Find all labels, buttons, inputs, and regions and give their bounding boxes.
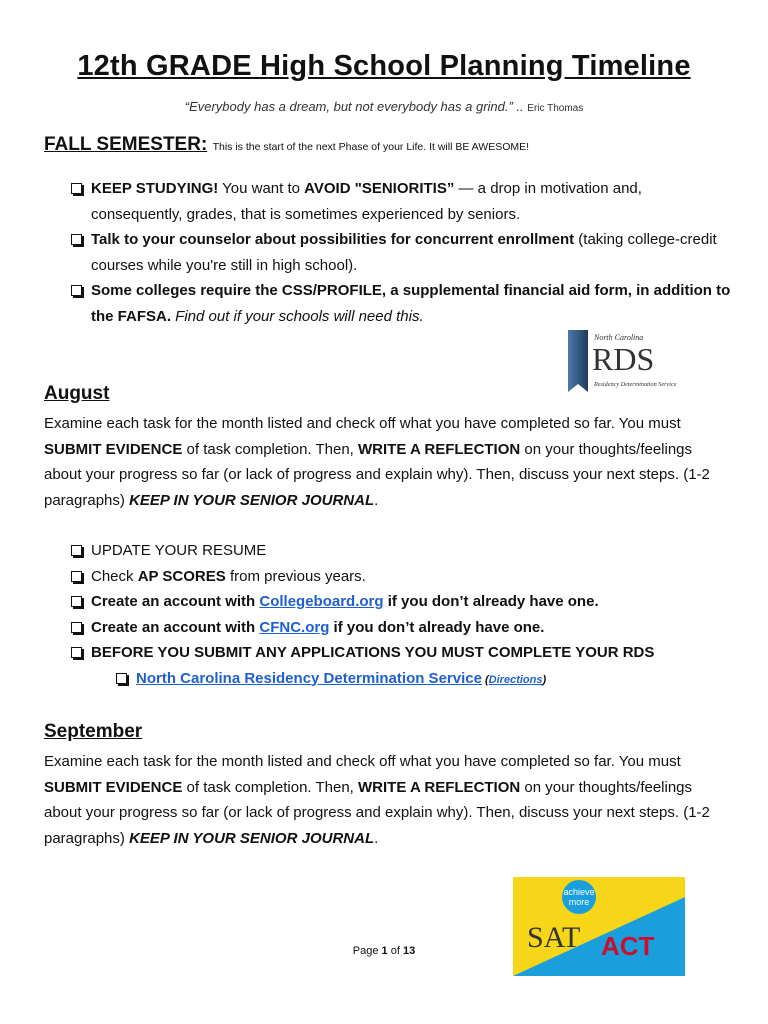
rds-directions-link[interactable]: Directions [488,673,543,686]
rds-top-text: North Carolina [594,333,644,342]
act-text: ACT [601,931,655,961]
item-bold-text: AVOID "SENIORITIS” [304,180,455,197]
august-checklist [71,538,731,693]
svg-text:more: more [568,897,590,907]
checklist-item: BEFORE YOU SUBMIT ANY APPLICATIONS YOU MUST COMPLETE YOUR RDS [71,640,731,666]
checklist-item [71,538,731,564]
rds-link[interactable]: North Carolina Residency Determination Service [136,669,482,687]
checkbox-icon[interactable] [71,647,82,658]
september-heading: September [44,721,143,742]
checklist-item: Create an account with Collegeboard.org if you don’t already have one. [71,589,731,615]
fall-semester-heading [44,134,529,156]
august-instructions: Examine each task for the month listed and check off what you have completed so far. You must SUBMIT EVIDENCE of task completion. Then, WRITE A REFLECTION on your thoughts/feelings about your progress so far (or lack of progress and explain why). Then, discuss your next steps. (1-2 paragraphs) KEEP IN YOUR SENIOR JOURNAL. [44,415,710,509]
quote-text: “Everybody has a dream, but not everybody has a grind.” .. [184,99,524,114]
checkbox-icon[interactable] [71,545,82,556]
checklist-item: Create an account with CFNC.org if you don’t already have one. [71,615,731,641]
sat-act-logo [513,877,685,976]
cfnc-link[interactable]: CFNC.org [259,618,330,636]
rds-logo [566,330,706,392]
checkbox-icon[interactable] [71,183,82,194]
item-bold-text: KEEP STUDYING! [91,180,219,197]
collegeboard-link[interactable]: Collegeboard.org [259,593,384,610]
svg-text:achieve: achieve [563,887,595,897]
item-text: (taking college-credit courses while you're still in high school). [91,231,717,274]
checklist-item [71,227,731,278]
september-instructions: Examine each task for the month listed and check off what you have completed so far. You must SUBMIT EVIDENCE of task completion. Then, WRITE A REFLECTION on your thoughts/feelings about your progress so far (or lack of progress and explain why). Then, discuss your next steps. (1-2 paragraphs) KEEP IN YOUR SENIOR JOURNAL. [44,753,710,847]
checklist-subitem: North Carolina Residency Determination Service (Directions) [116,666,731,694]
item-italic-text: Find out if your schools will need this. [171,307,424,325]
checkbox-icon[interactable] [71,622,82,633]
quote-author: Eric Thomas [527,103,584,114]
sat-text: SAT [527,921,581,954]
ribbon-icon [568,330,588,392]
checkbox-icon[interactable] [71,571,82,582]
fall-heading-subtitle: This is the start of the next Phase of your Life. It will BE AWESOME! [212,141,530,153]
item-bold-text: Some colleges require the CSS/PROFILE, a supplemental financial aid form, in addition to the FAFSA. [91,282,731,325]
checklist-item [71,176,731,227]
page-title: 12th GRADE High School Planning Timeline [77,50,691,82]
checkbox-icon[interactable] [71,596,82,607]
page-footer: Page 1 of 13 [352,945,416,957]
rds-main-text: RDS [592,341,655,377]
checklist-item: Check AP SCORES from previous years. [71,564,731,590]
item-text: — a drop in motivation and, consequently, grades, that is sometimes experienced by seniors. [91,180,642,223]
fall-checklist [71,176,731,329]
item-bold-text: Talk to your counselor about possibilities for concurrent enrollment [91,231,575,248]
checklist-item [71,278,731,329]
item-text: UPDATE YOUR RESUME [91,542,267,559]
august-heading: August [44,383,110,404]
fall-heading-label: FALL SEMESTER: [44,134,208,155]
checkbox-icon[interactable] [71,285,82,296]
quote [0,99,768,114]
checkbox-icon[interactable] [71,234,82,245]
rds-sub-text: Residency Determination Service [594,381,677,388]
checkbox-icon[interactable] [116,673,127,684]
item-text: You want to [218,180,305,197]
